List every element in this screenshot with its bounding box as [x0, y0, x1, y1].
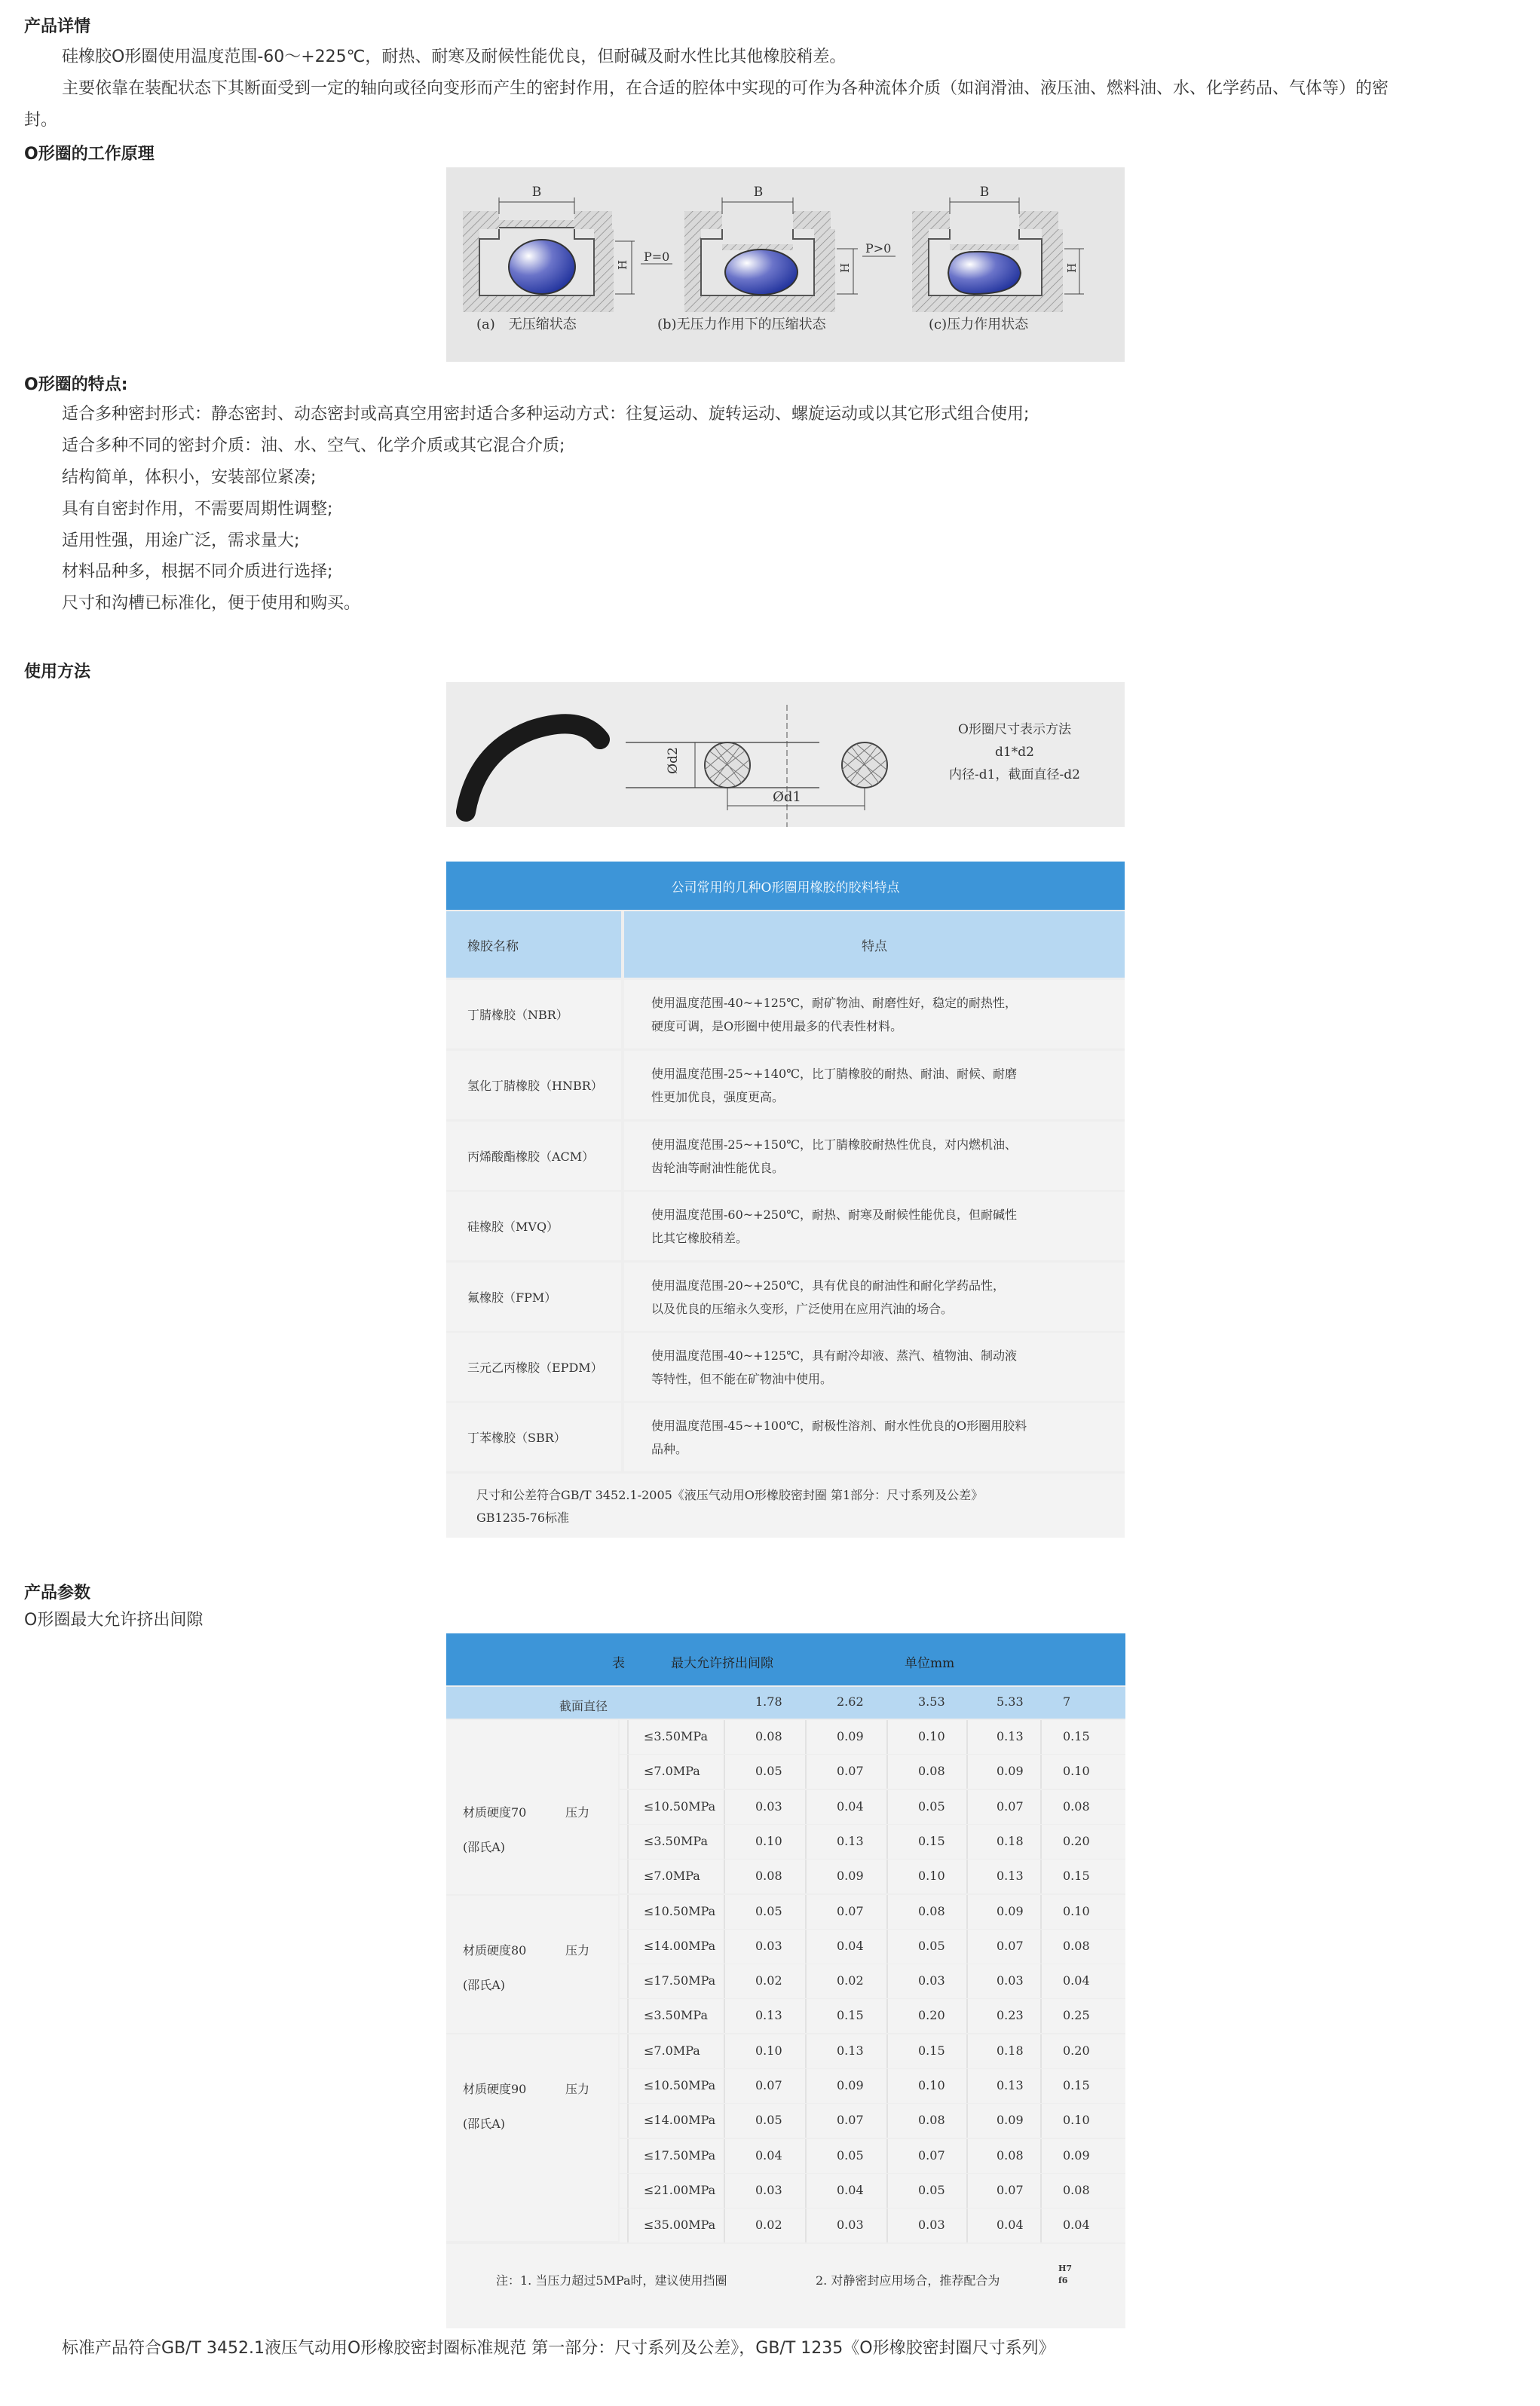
cell-divider [966, 1790, 968, 1824]
gap-value-cell: 0.05 [918, 2182, 945, 2197]
gap-value-cell: 0.07 [918, 2147, 945, 2163]
gap-value-cell: 0.07 [997, 2182, 1024, 2197]
cell-divider [627, 2174, 629, 2208]
cell-divider [1040, 1895, 1042, 1929]
gap-value-cell: 0.08 [918, 2113, 945, 2128]
cell-divider [966, 1825, 968, 1859]
gap-value-cell: 0.07 [997, 1938, 1024, 1953]
gap-value-cell: 0.08 [1063, 1938, 1090, 1953]
footer-standard: 标准产品符合GB/T 3452.1液压气动用O形橡胶密封圈标准规范 第一部分：尺寸系列及公差》，GB/T 1235《O形橡胶密封圈尺寸系列》 [62, 2339, 1055, 2358]
cell-divider [724, 1895, 725, 1929]
gap-value-cell: 0.08 [1063, 2182, 1090, 2197]
gap-value-cell: 0.15 [1063, 2078, 1090, 2092]
cell-divider [627, 1755, 629, 1789]
gap-value-cell: 0.10 [755, 1833, 782, 1848]
cell-divider [724, 1720, 725, 1754]
cell-divider [627, 2209, 629, 2242]
cell-divider [886, 2209, 888, 2242]
column-header-feature: 特点 [624, 911, 1125, 978]
gap-value-cell: 0.13 [755, 2008, 782, 2023]
feature-item: 结构简单，体积小，安装部位紧凑; [62, 468, 317, 487]
gap-value-cell: 0.09 [837, 1729, 864, 1743]
gap-value-cell: 0.03 [918, 2218, 945, 2233]
table-row: 丁腈橡胶（NBR） 使用温度范围-40~+125℃，耐矿物油、耐磨性好，稳定的耐热性， 硬度可调，是O形圈中使用最多的代表性材料。 [446, 980, 1125, 1048]
gap-value-cell: 0.20 [1063, 2043, 1090, 2058]
gap-value-cell: 0.03 [997, 1973, 1024, 1988]
size-legend-format: d1*d2 [995, 745, 1034, 760]
cell-divider [627, 2034, 629, 2068]
gap-value-cell: 0.08 [918, 1903, 945, 1918]
table-note: 尺寸和公差符合GB/T 3452.1-2005《液压气动用O形橡胶密封圈 第1部分：尺寸系列及公差》 GB1235-76标准 [446, 1474, 1125, 1538]
cell-divider [1040, 2069, 1042, 2103]
gap-value-cell: 0.13 [997, 1729, 1024, 1743]
section-diameter-header: 截面直径 1.78 2.62 3.53 5.33 7 [446, 1687, 1125, 1719]
gap-value-cell: 0.09 [1063, 2147, 1090, 2163]
cell-divider [805, 1999, 807, 2033]
gap-value-cell: 0.15 [1063, 1729, 1090, 1743]
cell-divider [886, 1999, 888, 2033]
params-heading: 产品参数 [24, 1584, 91, 1602]
cell-divider [1040, 2174, 1042, 2208]
cell-divider [805, 2104, 807, 2138]
cell-divider [886, 1790, 888, 1824]
cell-divider [724, 2034, 725, 2068]
table-row: 氟橡胶（FPM） 使用温度范围-20~+250℃，具有优良的耐油性和耐化学药品性， 以及优良的压缩永久变形，广泛使用在应用汽油的场合。 [446, 1263, 1125, 1331]
cell-divider [805, 1860, 807, 1893]
svg-text:Ød2: Ød2 [666, 747, 681, 774]
cell-divider [966, 2139, 968, 2173]
gap-value-cell: 0.15 [837, 2008, 864, 2023]
svg-text:P>0: P>0 [865, 241, 892, 256]
cell-divider [627, 1999, 629, 2033]
cell-divider [1040, 2104, 1042, 2138]
gap-value-cell: 0.13 [837, 1833, 864, 1848]
gap-value-cell: 0.08 [997, 2147, 1024, 2163]
svg-text:B: B [531, 185, 542, 200]
gap-value-cell: 0.07 [837, 1903, 864, 1918]
cell-divider [724, 1999, 725, 2033]
working-principle-figure [446, 167, 1125, 362]
gap-value-cell: 0.15 [918, 1833, 945, 1848]
gap-value-cell: 0.08 [1063, 1798, 1090, 1814]
gap-value-cell: 0.10 [918, 1869, 945, 1884]
pressure-cell: ≤3.50MPa [644, 1729, 708, 1743]
svg-text:P=0: P=0 [644, 249, 670, 264]
hardness-group-70: 材质硬度70 (邵氏A) 压力 [446, 1720, 618, 1894]
svg-text:B: B [979, 185, 990, 200]
gap-value-cell: 0.10 [1063, 1903, 1090, 1918]
svg-text:H: H [1065, 262, 1079, 273]
gap-value-cell: 0.05 [918, 1938, 945, 1953]
cell-divider [1040, 1860, 1042, 1893]
feature-item: 适合多种不同的密封介质：油、水、空气、化学介质或其它混合介质; [62, 436, 565, 455]
cell-divider [886, 1755, 888, 1789]
gap-value-cell: 0.02 [837, 1973, 864, 1988]
caption-a: (a) 无压缩状态 [476, 317, 577, 332]
gap-value-cell: 0.04 [755, 2147, 782, 2163]
pressure-cell: ≤17.50MPa [644, 2147, 716, 2163]
column-header-name: 橡胶名称 [446, 911, 621, 978]
gap-value-cell: 0.25 [1063, 2008, 1090, 2023]
details-heading: 产品详情 [24, 17, 91, 36]
svg-text:B: B [753, 185, 764, 200]
cell-divider [886, 2174, 888, 2208]
table-row: 丙烯酸酯橡胶（ACM） 使用温度范围-25~+150℃，比丁腈橡胶耐热性优良，对内燃机油、 齿轮油等耐油性能优良。 [446, 1122, 1125, 1190]
usage-figure [446, 682, 1125, 827]
gap-value-cell: 0.10 [755, 2043, 782, 2058]
cell-divider [627, 1930, 629, 1964]
cell-divider [724, 1964, 725, 1998]
rubber-properties-table [446, 862, 1125, 1538]
gap-value-cell: 0.18 [997, 2043, 1024, 2058]
cell-divider [805, 1790, 807, 1824]
gap-value-cell: 0.02 [755, 1973, 782, 1988]
table-row: 硅橡胶（MVQ） 使用温度范围-60~+250℃，耐热、耐寒及耐候性能优良，但耐碱性 比其它橡胶稍差。 [446, 1192, 1125, 1260]
cell-divider [805, 1895, 807, 1929]
pressure-cell: ≤17.50MPa [644, 1973, 716, 1988]
cell-divider [805, 2209, 807, 2242]
gap-value-cell: 0.09 [997, 2113, 1024, 2128]
cell-divider [724, 2174, 725, 2208]
diagram-panel-c [912, 185, 1084, 312]
pressure-cell: ≤7.0MPa [644, 1869, 700, 1884]
cell-divider [805, 2174, 807, 2208]
table-title: 表 最大允许挤出间隙 单位mm [446, 1633, 1125, 1685]
cell-divider [805, 2069, 807, 2103]
pressure-cell: ≤10.50MPa [644, 2078, 716, 2092]
cell-divider [966, 1755, 968, 1789]
cell-divider [1040, 1790, 1042, 1824]
details-paragraph-2: 主要依靠在装配状态下其断面受到一定的轴向或径向变形而产生的密封作用，在合适的腔体中实现的可作为各种流体介质（如润滑油、液压油、燃料油、水、化学药品、气体等）的密 [62, 79, 1389, 98]
gap-value-cell: 0.07 [837, 1764, 864, 1779]
gap-value-cell: 0.09 [837, 1869, 864, 1884]
gap-value-cell: 0.10 [1063, 2113, 1090, 2128]
cell-divider [724, 2139, 725, 2173]
cell-divider [724, 1825, 725, 1859]
cell-divider [1040, 1825, 1042, 1859]
gap-value-cell: 0.04 [837, 1798, 864, 1814]
pressure-cell: ≤3.50MPa [644, 1833, 708, 1848]
cell-divider [627, 1860, 629, 1893]
gap-value-cell: 0.15 [1063, 1869, 1090, 1884]
feature-item: 适用性强，用途广泛，需求量大; [62, 531, 300, 550]
cell-divider [966, 1895, 968, 1929]
cell-divider [966, 2104, 968, 2138]
gap-value-cell: 0.10 [1063, 1764, 1090, 1779]
details-paragraph-1: 硅橡胶O形圈使用温度范围-60～+225℃，耐热、耐寒及耐候性能优良，但耐碱及耐水性比其他橡胶稍差。 [62, 47, 847, 66]
cell-divider [627, 1825, 629, 1859]
cell-divider [805, 2034, 807, 2068]
params-subheading: O形圈最大允许挤出间隙 [24, 1611, 204, 1630]
cell-divider [805, 1755, 807, 1789]
cell-divider [724, 2104, 725, 2138]
feature-item: 适合多种密封形式：静态密封、动态密封或高真空用密封适合多种运动方式：往复运动、旋转运动、螺旋运动或以其它形式组合使用; [62, 405, 1030, 424]
size-legend-title: O形圈尺寸表示方法 [958, 722, 1071, 737]
gap-value-cell: 0.10 [918, 1729, 945, 1743]
gap-value-cell: 0.18 [997, 1833, 1024, 1848]
cell-divider [966, 1964, 968, 1998]
gap-value-cell: 0.02 [755, 2218, 782, 2233]
gap-value-cell: 0.13 [997, 1869, 1024, 1884]
hardness-group-80: 材质硬度80 (邵氏A) 压力 [446, 1896, 618, 2033]
cell-divider [886, 1720, 888, 1754]
pressure-cell: ≤14.00MPa [644, 1938, 716, 1953]
gap-value-cell: 0.03 [755, 1798, 782, 1814]
cell-divider [886, 2069, 888, 2103]
table-row: 丁苯橡胶（SBR） 使用温度范围-45~+100℃，耐极性溶剂、耐水性优良的O形圈用胶料 品种。 [446, 1403, 1125, 1471]
cell-divider [627, 1964, 629, 1998]
gap-value-cell: 0.03 [755, 1938, 782, 1953]
cell-divider [966, 2209, 968, 2242]
svg-text:H: H [838, 262, 852, 273]
cell-divider [966, 2069, 968, 2103]
o-ring-photo [466, 724, 600, 812]
gap-value-cell: 0.05 [918, 1798, 945, 1814]
pressure-cell: ≤21.00MPa [644, 2182, 716, 2197]
diagram-panel-a [463, 185, 672, 312]
gap-value-cell: 0.08 [918, 1764, 945, 1779]
cell-divider [724, 1790, 725, 1824]
cell-divider [724, 2209, 725, 2242]
pressure-cell: ≤3.50MPa [644, 2008, 708, 2023]
cell-divider [1040, 1755, 1042, 1789]
cell-divider [1040, 1964, 1042, 1998]
cell-divider [886, 1964, 888, 1998]
pressure-cell: ≤7.0MPa [644, 1764, 700, 1779]
pressure-cell: ≤35.00MPa [644, 2218, 716, 2233]
cell-divider [724, 1860, 725, 1893]
gap-value-cell: 0.05 [837, 2147, 864, 2163]
cell-divider [805, 1930, 807, 1964]
cell-divider [1040, 2034, 1042, 2068]
cell-divider [1040, 2139, 1042, 2173]
gap-value-cell: 0.13 [837, 2043, 864, 2058]
gap-value-cell: 0.04 [837, 1938, 864, 1953]
table-title: 公司常用的几种O形圈用橡胶的胶料特点 [446, 862, 1125, 910]
cell-divider [886, 2034, 888, 2068]
table-note: 注：1. 当压力超过5MPa时，建议使用挡圈 2. 对静密封应用场合，推荐配合为 H7 f6 [446, 2244, 1125, 2328]
cell-divider [886, 2104, 888, 2138]
feature-item: 具有自密封作用，不需要周期性调整; [62, 500, 333, 519]
table-row: 三元乙丙橡胶（EPDM） 使用温度范围-40~+125℃，具有耐冷却液、蒸汽、植物油、制动液 等特性，但不能在矿物油中使用。 [446, 1333, 1125, 1401]
pressure-cell: ≤10.50MPa [644, 1903, 716, 1918]
cell-divider [805, 1964, 807, 1998]
gap-value-cell: 0.03 [755, 2182, 782, 2197]
cell-divider [886, 1895, 888, 1929]
cell-divider [886, 1860, 888, 1893]
usage-heading: 使用方法 [24, 663, 91, 681]
cell-divider [724, 1755, 725, 1789]
gap-value-cell: 0.05 [755, 1764, 782, 1779]
cell-divider [886, 1930, 888, 1964]
gap-value-cell: 0.07 [755, 2078, 782, 2092]
gap-value-cell: 0.07 [997, 1798, 1024, 1814]
feature-item: 材料品种多，根据不同介质进行选择; [62, 562, 333, 581]
gap-value-cell: 0.13 [997, 2078, 1024, 2092]
diagram-panel-b [684, 185, 896, 312]
gap-value-cell: 0.05 [755, 2113, 782, 2128]
extrusion-gap-table [446, 1633, 1125, 2328]
cell-divider [1040, 1930, 1042, 1964]
cell-divider [627, 2069, 629, 2103]
size-legend-meaning: 内径-d1，截面直径-d2 [949, 767, 1080, 782]
cell-divider [805, 1825, 807, 1859]
cell-divider [966, 1999, 968, 2033]
cell-divider [805, 2139, 807, 2173]
cell-divider [966, 2034, 968, 2068]
cell-divider [966, 1860, 968, 1893]
svg-text:Ød1: Ød1 [773, 789, 801, 805]
cell-divider [966, 1720, 968, 1754]
gap-value-cell: 0.07 [837, 2113, 864, 2128]
svg-text:H: H [616, 259, 629, 270]
gap-value-cell: 0.15 [918, 2043, 945, 2058]
cell-divider [886, 1825, 888, 1859]
cell-divider [886, 2139, 888, 2173]
details-paragraph-2-end: 封。 [24, 111, 58, 130]
cell-divider [627, 1895, 629, 1929]
gap-value-cell: 0.09 [997, 1764, 1024, 1779]
pressure-cell: ≤14.00MPa [644, 2113, 716, 2128]
gap-value-cell: 0.05 [755, 1903, 782, 1918]
cell-divider [627, 2104, 629, 2138]
gap-value-cell: 0.03 [837, 2218, 864, 2233]
gap-value-cell: 0.09 [837, 2078, 864, 2092]
cell-divider [627, 2139, 629, 2173]
caption-c: (c)压力作用状态 [929, 317, 1029, 332]
table-row: 氢化丁腈橡胶（HNBR） 使用温度范围-25~+140℃，比丁腈橡胶的耐热、耐油、耐候、耐磨 性更加优良，强度更高。 [446, 1051, 1125, 1119]
gap-value-cell: 0.10 [918, 2078, 945, 2092]
gap-value-cell: 0.04 [1063, 2218, 1090, 2233]
cell-divider [1040, 2209, 1042, 2242]
gap-value-cell: 0.04 [837, 2182, 864, 2197]
cell-divider [966, 2174, 968, 2208]
cell-divider [805, 1720, 807, 1754]
cell-divider [724, 1930, 725, 1964]
gap-value-cell: 0.08 [755, 1869, 782, 1884]
principle-heading: O形圈的工作原理 [24, 145, 155, 164]
gap-value-cell: 0.20 [918, 2008, 945, 2023]
gap-value-cell: 0.20 [1063, 1833, 1090, 1848]
features-heading: O形圈的特点: [24, 375, 128, 394]
cell-divider [627, 1720, 629, 1754]
pressure-cell: ≤7.0MPa [644, 2043, 700, 2058]
o-ring-section-drawing [626, 705, 887, 827]
cell-divider [1040, 1999, 1042, 2033]
gap-value-cell: 0.04 [997, 2218, 1024, 2233]
cell-divider [724, 2069, 725, 2103]
cell-divider [627, 1790, 629, 1824]
gap-value-cell: 0.03 [918, 1973, 945, 1988]
cell-divider [966, 1930, 968, 1964]
gap-value-cell: 0.04 [1063, 1973, 1090, 1988]
hardness-group-90: 材质硬度90 (邵氏A) 压力 [446, 2034, 618, 2241]
gap-value-cell: 0.09 [997, 1903, 1024, 1918]
caption-b: (b)无压力作用下的压缩状态 [657, 317, 826, 332]
pressure-cell: ≤10.50MPa [644, 1798, 716, 1814]
cell-divider [1040, 1720, 1042, 1754]
feature-item: 尺寸和沟槽已标准化，便于使用和购买。 [62, 594, 361, 613]
gap-value-cell: 0.23 [997, 2008, 1024, 2023]
gap-value-cell: 0.08 [755, 1729, 782, 1743]
